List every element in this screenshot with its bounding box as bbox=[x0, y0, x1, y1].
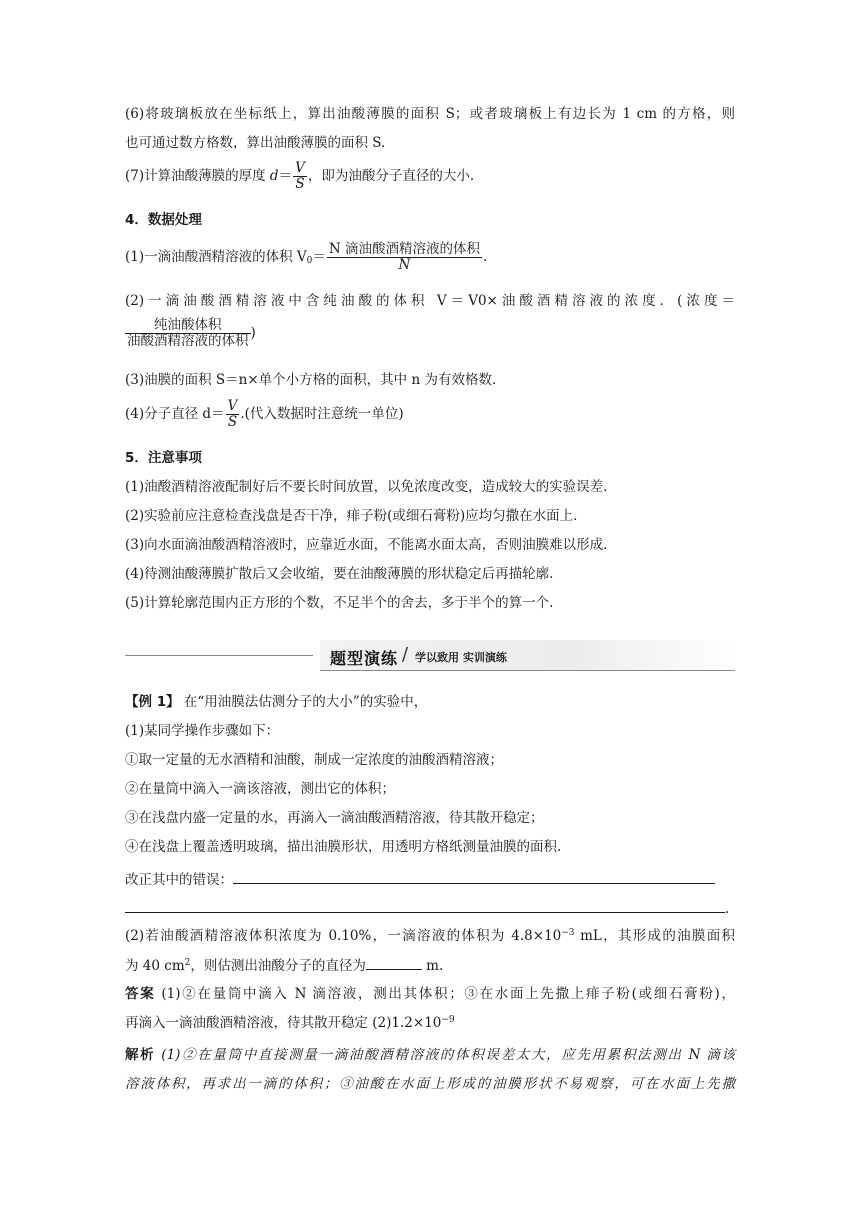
correction-period: . bbox=[725, 901, 730, 917]
answer-text-2: 再滴入一滴油酸酒精溶液，待其散开稳定 (2)1.2×10 bbox=[125, 1015, 442, 1031]
section-4-item-2-fraction bbox=[125, 318, 735, 354]
correction-line-1 bbox=[125, 869, 735, 890]
fraction-numerator: V bbox=[227, 398, 238, 414]
item-1-prefix: (1)一滴油酸酒精溶液的体积 V bbox=[125, 249, 307, 265]
correction-label: 改正其中的错误： bbox=[125, 872, 233, 888]
answer-text-1: (1)②在量筒中滴入 N 滴溶液，测出其体积；③在水面上先撒上痱子粉(或细石膏粉)， bbox=[155, 986, 736, 1002]
example-intro bbox=[125, 692, 735, 712]
fraction-numerator: N 滴油酸酒精溶液的体积 bbox=[328, 241, 481, 257]
answer-blank[interactable] bbox=[125, 898, 725, 913]
banner-rule-bottom bbox=[320, 670, 735, 671]
fraction-denominator: N bbox=[398, 257, 411, 273]
fraction-numerator: 纯油酸体积 bbox=[125, 318, 251, 334]
step-7-d: d bbox=[269, 168, 279, 184]
section-4-item-4 bbox=[125, 398, 735, 434]
fraction-numerator: V bbox=[295, 160, 305, 176]
precaution-item: (2)实验前应注意检查浅盘是否干净，痱子粉(或细石膏粉)应均匀撒在水面上. bbox=[125, 508, 578, 524]
step-7-prefix: (7)计算油酸薄膜的厚度 bbox=[125, 168, 270, 184]
fraction-denominator: 油酸酒精溶液的体积 bbox=[127, 333, 249, 349]
answer-exponent: −9 bbox=[441, 1015, 455, 1025]
item-4-prefix: (4)分子直径 d＝ bbox=[125, 406, 225, 422]
fraction-denominator: S bbox=[295, 176, 305, 192]
item-1-eq: ＝ bbox=[312, 249, 326, 265]
example-intro-text: 在“用油膜法估测分子的大小”的实验中， bbox=[179, 694, 428, 710]
fraction-concentration bbox=[125, 318, 251, 349]
banner-title: 题型演练 bbox=[330, 649, 399, 668]
precaution-item: (4)待测油酸薄膜扩散后又会收缩，要在油酸薄膜的形状稳定后再描轮廓. bbox=[125, 566, 554, 582]
precaution-item: (5)计算轮廓范围内正方形的个数，不足半个的舍去，多于半个的算一个. bbox=[125, 595, 554, 611]
item-1-suffix: . bbox=[483, 249, 488, 265]
q2-text-d: ，则估测出油酸分子的直径为 bbox=[190, 958, 366, 974]
fraction-n-drops bbox=[327, 242, 482, 273]
answer-label: 答案 bbox=[125, 986, 156, 1002]
section-4-item-1 bbox=[125, 240, 735, 278]
operation-step: ①取一定量的无水酒精和油酸，制成一定浓度的油酸酒精溶液； bbox=[125, 752, 503, 768]
step-7-eq: ＝ bbox=[278, 168, 293, 184]
operation-step: ②在量筒中滴入一滴该溶液，测出它的体积； bbox=[125, 781, 395, 797]
precaution-item: (1)油酸酒精溶液配制好后不要长时间放置，以免浓度改变，造成较大的实验误差. bbox=[125, 479, 608, 495]
operation-step: ③在浅盘内盛一定量的水，再滴入一滴油酸酒精溶液，待其散开稳定； bbox=[125, 810, 544, 826]
q2-exponent: 2 bbox=[184, 958, 191, 968]
step-7 bbox=[125, 160, 735, 196]
answer-blank[interactable] bbox=[233, 869, 715, 884]
q2-text-c: 为 40 cm bbox=[125, 958, 185, 974]
section-4-item-3: (3)油膜的面积 S＝n×单个小方格的面积，其中 n 为有效格数. bbox=[125, 372, 497, 388]
item-4-suffix: .(代入数据时注意统一单位) bbox=[240, 406, 404, 422]
precaution-item: (3)向水面滴油酸酒精溶液时，应靠近水面，不能离水面太高，否则油膜难以形成. bbox=[125, 537, 608, 553]
step-6-line-1: (6)将玻璃板放在坐标纸上，算出油酸薄膜的面积 S；或者玻璃板上有边长为 1 cm 的方格，则 bbox=[125, 106, 735, 122]
banner-slash: / bbox=[402, 644, 409, 665]
step-6-line-2: 也可通过数方格数，算出油酸薄膜的面积 S. bbox=[125, 135, 386, 151]
diameter-blank[interactable] bbox=[366, 955, 422, 970]
answer-line-1 bbox=[125, 984, 735, 1004]
q2-exponent: −3 bbox=[561, 928, 575, 938]
analysis-label: 解析 bbox=[125, 1047, 156, 1063]
step-7-suffix: ，即为油酸分子直径的大小. bbox=[307, 168, 475, 184]
analysis-text-1: (1)②在量筒中直接测量一滴油酸酒精溶液的体积误差太大，应先用累积法测出 N 滴该 bbox=[155, 1047, 736, 1063]
operation-step: ④在浅盘上覆盖透明玻璃，描出油膜形状，用透明方格纸测量油膜的面积. bbox=[125, 839, 562, 855]
banner-subtitle: 学以致用 实训演练 bbox=[415, 651, 507, 664]
question-1: (1)某同学操作步骤如下： bbox=[125, 723, 280, 739]
q2-text-a: (2)若油酸酒精溶液体积浓度为 0.10%，一滴溶液的体积为 4.8×10 bbox=[125, 928, 562, 944]
item-2-close-paren: ) bbox=[250, 325, 256, 341]
analysis-line-2: 溶液体积，再求出一滴的体积；③油酸在水面上形成的油膜形状不易观察，可在水面上先撒 bbox=[125, 1076, 735, 1092]
section-4-heading: 4．数据处理 bbox=[125, 212, 202, 228]
correction-line-2 bbox=[125, 898, 735, 919]
analysis-line-1 bbox=[125, 1045, 735, 1065]
fraction-denominator: S bbox=[227, 414, 238, 430]
answer-line-2 bbox=[125, 1013, 735, 1033]
question-2-line-1 bbox=[125, 926, 735, 946]
fraction-v-over-s-2 bbox=[226, 399, 240, 430]
q2-text-b: mL，其形成的油膜面积 bbox=[574, 928, 735, 944]
question-2-line-2 bbox=[125, 955, 735, 976]
banner-rule-left bbox=[125, 655, 313, 656]
example-tag: 【例 1】 bbox=[125, 694, 180, 710]
section-5-heading: 5．注意事项 bbox=[125, 450, 202, 466]
q2-unit: m. bbox=[421, 958, 444, 974]
section-4-item-2-line-1: (2)一滴油酸酒精溶液中含纯油酸的体积 V＝V0×油酸酒精溶液的浓度．(浓度＝ bbox=[125, 293, 735, 309]
item-1-subscript: 0 bbox=[306, 256, 313, 266]
section-banner bbox=[125, 640, 735, 674]
fraction-v-over-s bbox=[293, 161, 307, 192]
